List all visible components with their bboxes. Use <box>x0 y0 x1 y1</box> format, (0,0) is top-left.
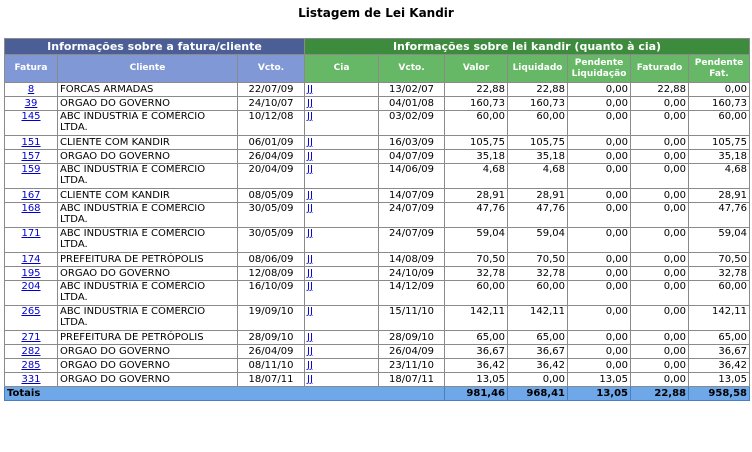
cell-fatura <box>5 306 58 331</box>
total-liquidado: 968,41 <box>508 387 568 401</box>
cell-pendente-liquidacao: 0,00 <box>568 83 631 97</box>
cell-faturado: 0,00 <box>631 111 689 136</box>
cell-valor: 142,11 <box>445 306 508 331</box>
cell-fatura <box>5 97 58 111</box>
cell-pendente-fat: 35,18 <box>689 150 750 164</box>
table-row <box>5 136 750 150</box>
cell-vcto-kandir: 15/11/10 <box>379 306 445 331</box>
fatura-link[interactable]: 285 <box>21 360 41 371</box>
cell-cia <box>305 359 379 373</box>
cell-pendente-liquidacao: 0,00 <box>568 111 631 136</box>
col-header-cia: Cia <box>305 55 379 83</box>
cell-cia <box>305 373 379 387</box>
cell-cia <box>305 331 379 345</box>
cell-pendente-fat: 60,00 <box>689 281 750 306</box>
fatura-link[interactable]: 151 <box>21 137 41 148</box>
cell-cliente: FORCAS ARMADAS <box>58 83 238 97</box>
cia-link[interactable]: JJ <box>307 332 313 343</box>
cell-pendente-liquidacao: 0,00 <box>568 164 631 189</box>
cia-link[interactable]: JJ <box>307 151 313 162</box>
cell-pendente-liquidacao: 0,00 <box>568 97 631 111</box>
cell-faturado: 0,00 <box>631 164 689 189</box>
cell-faturado: 22,88 <box>631 83 689 97</box>
cell-fatura <box>5 136 58 150</box>
cell-fatura <box>5 253 58 267</box>
table-row <box>5 111 750 136</box>
cell-liquidado: 160,73 <box>508 97 568 111</box>
cell-valor: 36,42 <box>445 359 508 373</box>
cell-faturado: 0,00 <box>631 359 689 373</box>
cell-cliente: ORGAO DO GOVERNO <box>58 150 238 164</box>
cell-cia <box>305 345 379 359</box>
cell-vcto-kandir: 14/08/09 <box>379 253 445 267</box>
fatura-link[interactable]: 39 <box>24 98 38 109</box>
col-header-vcto-kandir: Vcto. <box>379 55 445 83</box>
cell-pendente-fat: 28,91 <box>689 189 750 203</box>
cell-cliente: ORGAO DO GOVERNO <box>58 359 238 373</box>
table-body <box>5 83 750 387</box>
cell-faturado: 0,00 <box>631 189 689 203</box>
cell-pendente-liquidacao: 0,00 <box>568 306 631 331</box>
table-row <box>5 359 750 373</box>
cell-valor: 65,00 <box>445 331 508 345</box>
fatura-link[interactable]: 157 <box>21 151 41 162</box>
table-row <box>5 228 750 253</box>
cell-vcto: 26/04/09 <box>238 150 305 164</box>
table-row <box>5 373 750 387</box>
cell-pendente-liquidacao: 0,00 <box>568 281 631 306</box>
cell-pendente-fat: 59,04 <box>689 228 750 253</box>
cell-pendente-fat: 47,76 <box>689 203 750 228</box>
cell-vcto-kandir: 13/02/07 <box>379 83 445 97</box>
cell-vcto: 20/04/09 <box>238 164 305 189</box>
total-pendente-liquidacao: 13,05 <box>568 387 631 401</box>
cell-liquidado: 142,11 <box>508 306 568 331</box>
cia-link[interactable]: JJ <box>307 111 313 122</box>
cell-vcto-kandir: 28/09/10 <box>379 331 445 345</box>
cell-pendente-fat: 160,73 <box>689 97 750 111</box>
cell-vcto-kandir: 24/07/09 <box>379 203 445 228</box>
cell-cliente: ABC INDÚSTRIA E COMÉRCIO LTDA. <box>58 306 238 331</box>
cell-cliente: ORGAO DO GOVERNO <box>58 373 238 387</box>
cell-valor: 35,18 <box>445 150 508 164</box>
fatura-link[interactable]: 331 <box>21 374 41 385</box>
cell-liquidado: 22,88 <box>508 83 568 97</box>
cia-link[interactable]: JJ <box>307 137 313 148</box>
cell-liquidado: 59,04 <box>508 228 568 253</box>
cell-cliente: ABC INDÚSTRIA E COMÉRCIO LTDA. <box>58 228 238 253</box>
cia-link[interactable]: JJ <box>307 346 313 357</box>
cell-cia <box>305 150 379 164</box>
cell-vcto: 08/11/10 <box>238 359 305 373</box>
cell-faturado: 0,00 <box>631 228 689 253</box>
table-row <box>5 306 750 331</box>
cell-vcto-kandir: 16/03/09 <box>379 136 445 150</box>
cell-valor: 36,67 <box>445 345 508 359</box>
cell-cliente: ORGAO DO GOVERNO <box>58 267 238 281</box>
fatura-link[interactable]: 171 <box>21 228 41 239</box>
fatura-link[interactable]: 159 <box>21 164 41 175</box>
cell-pendente-liquidacao: 0,00 <box>568 189 631 203</box>
col-header-pendente-liquidacao: Pendente Liquidação <box>568 55 631 83</box>
cell-pendente-fat: 36,42 <box>689 359 750 373</box>
cell-pendente-fat: 13,05 <box>689 373 750 387</box>
cell-liquidado: 36,67 <box>508 345 568 359</box>
cell-faturado: 0,00 <box>631 136 689 150</box>
cia-link[interactable]: JJ <box>307 306 313 317</box>
cell-vcto: 10/12/08 <box>238 111 305 136</box>
cell-faturado: 0,00 <box>631 331 689 345</box>
cell-vcto: 19/09/10 <box>238 306 305 331</box>
cell-vcto-kandir: 14/06/09 <box>379 164 445 189</box>
cia-link[interactable]: JJ <box>307 228 313 239</box>
cell-liquidado: 36,42 <box>508 359 568 373</box>
cell-fatura <box>5 203 58 228</box>
cell-faturado: 0,00 <box>631 373 689 387</box>
cell-liquidado: 60,00 <box>508 111 568 136</box>
cell-cliente: ORGAO DO GOVERNO <box>58 345 238 359</box>
table-row <box>5 189 750 203</box>
cell-cia <box>305 97 379 111</box>
total-faturado: 22,88 <box>631 387 689 401</box>
fatura-link[interactable]: 167 <box>21 190 41 201</box>
cell-fatura <box>5 164 58 189</box>
cell-valor: 32,78 <box>445 267 508 281</box>
cia-link[interactable]: JJ <box>307 268 313 279</box>
cell-cliente: ABC INDÚSTRIA E COMÉRCIO LTDA. <box>58 281 238 306</box>
cell-valor: 13,05 <box>445 373 508 387</box>
cell-vcto: 06/01/09 <box>238 136 305 150</box>
cell-cia <box>305 203 379 228</box>
totals-row <box>5 387 750 401</box>
cell-cia <box>305 136 379 150</box>
cell-vcto-kandir: 18/07/11 <box>379 373 445 387</box>
cell-vcto: 18/07/11 <box>238 373 305 387</box>
col-header-liquidado: Liquidado <box>508 55 568 83</box>
table-row <box>5 281 750 306</box>
cia-link[interactable]: JJ <box>307 98 313 109</box>
cell-valor: 28,91 <box>445 189 508 203</box>
cell-cia <box>305 111 379 136</box>
cell-cliente: ABC INDÚSTRIA E COMÉRCIO LTDA. <box>58 203 238 228</box>
total-pendente-fat: 958,58 <box>689 387 750 401</box>
cell-pendente-fat: 60,00 <box>689 111 750 136</box>
cell-cliente: ABC INDÚSTRIA E COMÉRCIO LTDA. <box>58 164 238 189</box>
page-title: Listagem de Lei Kandir <box>298 6 454 20</box>
cell-fatura <box>5 345 58 359</box>
cell-valor: 70,50 <box>445 253 508 267</box>
cell-fatura <box>5 83 58 97</box>
group-header-kandir: Informações sobre lei kandir (quanto à cia) <box>305 39 750 55</box>
cell-liquidado: 47,76 <box>508 203 568 228</box>
col-header-valor: Valor <box>445 55 508 83</box>
cell-vcto: 30/05/09 <box>238 203 305 228</box>
lei-kandir-table <box>4 38 750 401</box>
cell-pendente-liquidacao: 0,00 <box>568 136 631 150</box>
fatura-link[interactable]: 168 <box>21 203 41 214</box>
cell-liquidado: 28,91 <box>508 189 568 203</box>
table-row <box>5 164 750 189</box>
col-header-fatura: Fatura <box>5 55 58 83</box>
cell-faturado: 0,00 <box>631 203 689 228</box>
col-header-faturado: Faturado <box>631 55 689 83</box>
fatura-link[interactable]: 265 <box>21 306 41 317</box>
cell-vcto: 08/06/09 <box>238 253 305 267</box>
col-header-vcto: Vcto. <box>238 55 305 83</box>
cell-liquidado: 60,00 <box>508 281 568 306</box>
cell-vcto: 24/10/07 <box>238 97 305 111</box>
cell-cia <box>305 253 379 267</box>
cell-pendente-liquidacao: 0,00 <box>568 150 631 164</box>
cia-link[interactable]: JJ <box>307 254 313 265</box>
cell-vcto-kandir: 04/01/08 <box>379 97 445 111</box>
cell-liquidado: 65,00 <box>508 331 568 345</box>
cell-pendente-fat: 65,00 <box>689 331 750 345</box>
cell-cia <box>305 189 379 203</box>
fatura-link[interactable]: 271 <box>21 332 41 343</box>
cell-liquidado: 35,18 <box>508 150 568 164</box>
cell-faturado: 0,00 <box>631 306 689 331</box>
cell-valor: 60,00 <box>445 281 508 306</box>
cell-fatura <box>5 228 58 253</box>
cell-pendente-fat: 36,67 <box>689 345 750 359</box>
cell-cia <box>305 83 379 97</box>
cia-link[interactable]: JJ <box>307 374 313 385</box>
cell-vcto: 28/09/10 <box>238 331 305 345</box>
table-row <box>5 345 750 359</box>
cell-valor: 105,75 <box>445 136 508 150</box>
cia-link[interactable]: JJ <box>307 360 313 371</box>
col-header-pendente-fat: Pendente Fat. <box>689 55 750 83</box>
cell-pendente-fat: 105,75 <box>689 136 750 150</box>
table-row <box>5 253 750 267</box>
cia-link[interactable]: JJ <box>307 164 313 175</box>
fatura-link[interactable]: 204 <box>21 281 41 292</box>
cell-faturado: 0,00 <box>631 97 689 111</box>
cia-link[interactable]: JJ <box>307 281 313 292</box>
cell-liquidado: 0,00 <box>508 373 568 387</box>
cell-pendente-liquidacao: 0,00 <box>568 359 631 373</box>
table-row <box>5 331 750 345</box>
table-row <box>5 83 750 97</box>
cell-vcto-kandir: 24/07/09 <box>379 228 445 253</box>
cell-vcto: 22/07/09 <box>238 83 305 97</box>
cell-fatura <box>5 267 58 281</box>
cell-pendente-liquidacao: 0,00 <box>568 203 631 228</box>
cia-link[interactable]: JJ <box>307 190 313 201</box>
cell-pendente-liquidacao: 0,00 <box>568 228 631 253</box>
cell-fatura <box>5 111 58 136</box>
cell-valor: 60,00 <box>445 111 508 136</box>
cell-cia <box>305 306 379 331</box>
cell-vcto-kandir: 26/04/09 <box>379 345 445 359</box>
cell-pendente-fat: 4,68 <box>689 164 750 189</box>
cell-fatura <box>5 373 58 387</box>
fatura-link[interactable]: 195 <box>21 268 41 279</box>
cell-vcto: 08/05/09 <box>238 189 305 203</box>
cia-link[interactable]: JJ <box>307 203 313 214</box>
cell-fatura <box>5 189 58 203</box>
cell-fatura <box>5 281 58 306</box>
cell-vcto-kandir: 03/02/09 <box>379 111 445 136</box>
cell-vcto-kandir: 14/07/09 <box>379 189 445 203</box>
total-valor: 981,46 <box>445 387 508 401</box>
cell-cliente: CLIENTE COM KANDIR <box>58 189 238 203</box>
cell-valor: 4,68 <box>445 164 508 189</box>
cell-vcto: 16/10/09 <box>238 281 305 306</box>
cell-faturado: 0,00 <box>631 253 689 267</box>
fatura-link[interactable]: 174 <box>21 254 41 265</box>
cell-pendente-liquidacao: 13,05 <box>568 373 631 387</box>
cell-pendente-fat: 142,11 <box>689 306 750 331</box>
table-row <box>5 97 750 111</box>
cell-vcto-kandir: 24/10/09 <box>379 267 445 281</box>
cell-pendente-fat: 0,00 <box>689 83 750 97</box>
fatura-link[interactable]: 145 <box>21 111 41 122</box>
cell-cia <box>305 267 379 281</box>
cell-faturado: 0,00 <box>631 150 689 164</box>
cell-pendente-liquidacao: 0,00 <box>568 267 631 281</box>
cell-liquidado: 105,75 <box>508 136 568 150</box>
cell-valor: 59,04 <box>445 228 508 253</box>
cell-pendente-liquidacao: 0,00 <box>568 331 631 345</box>
cell-cliente: PREFEITURA DE PETRÓPOLIS <box>58 331 238 345</box>
cell-cia <box>305 281 379 306</box>
col-header-cliente: Cliente <box>58 55 238 83</box>
cell-pendente-liquidacao: 0,00 <box>568 253 631 267</box>
cell-vcto: 26/04/09 <box>238 345 305 359</box>
cell-faturado: 0,00 <box>631 267 689 281</box>
cell-faturado: 0,00 <box>631 345 689 359</box>
cell-cliente: PREFEITURA DE PETRÓPOLIS <box>58 253 238 267</box>
group-header-fatura: Informações sobre a fatura/cliente <box>5 39 305 55</box>
cell-cliente: CLIENTE COM KANDIR <box>58 136 238 150</box>
cell-vcto-kandir: 04/07/09 <box>379 150 445 164</box>
cell-liquidado: 70,50 <box>508 253 568 267</box>
cell-vcto: 30/05/09 <box>238 228 305 253</box>
cell-faturado: 0,00 <box>631 281 689 306</box>
cell-valor: 47,76 <box>445 203 508 228</box>
cell-fatura <box>5 359 58 373</box>
cell-fatura <box>5 331 58 345</box>
cell-pendente-fat: 70,50 <box>689 253 750 267</box>
cia-link[interactable]: JJ <box>307 84 313 95</box>
cell-cliente: ABC INDÚSTRIA E COMÉRCIO LTDA. <box>58 111 238 136</box>
table-row <box>5 150 750 164</box>
cell-vcto: 12/08/09 <box>238 267 305 281</box>
cell-vcto-kandir: 23/11/10 <box>379 359 445 373</box>
cell-cia <box>305 164 379 189</box>
cell-valor: 160,73 <box>445 97 508 111</box>
cell-cia <box>305 228 379 253</box>
cell-pendente-liquidacao: 0,00 <box>568 345 631 359</box>
cell-valor: 22,88 <box>445 83 508 97</box>
table-row <box>5 203 750 228</box>
cell-liquidado: 32,78 <box>508 267 568 281</box>
fatura-link[interactable]: 282 <box>21 346 41 357</box>
cell-fatura <box>5 150 58 164</box>
cell-cliente: ORGAO DO GOVERNO <box>58 97 238 111</box>
totals-label: Totais <box>5 387 445 401</box>
cell-liquidado: 4,68 <box>508 164 568 189</box>
cell-vcto-kandir: 14/12/09 <box>379 281 445 306</box>
cell-pendente-fat: 32,78 <box>689 267 750 281</box>
table-row <box>5 267 750 281</box>
fatura-link[interactable]: 8 <box>27 84 35 95</box>
